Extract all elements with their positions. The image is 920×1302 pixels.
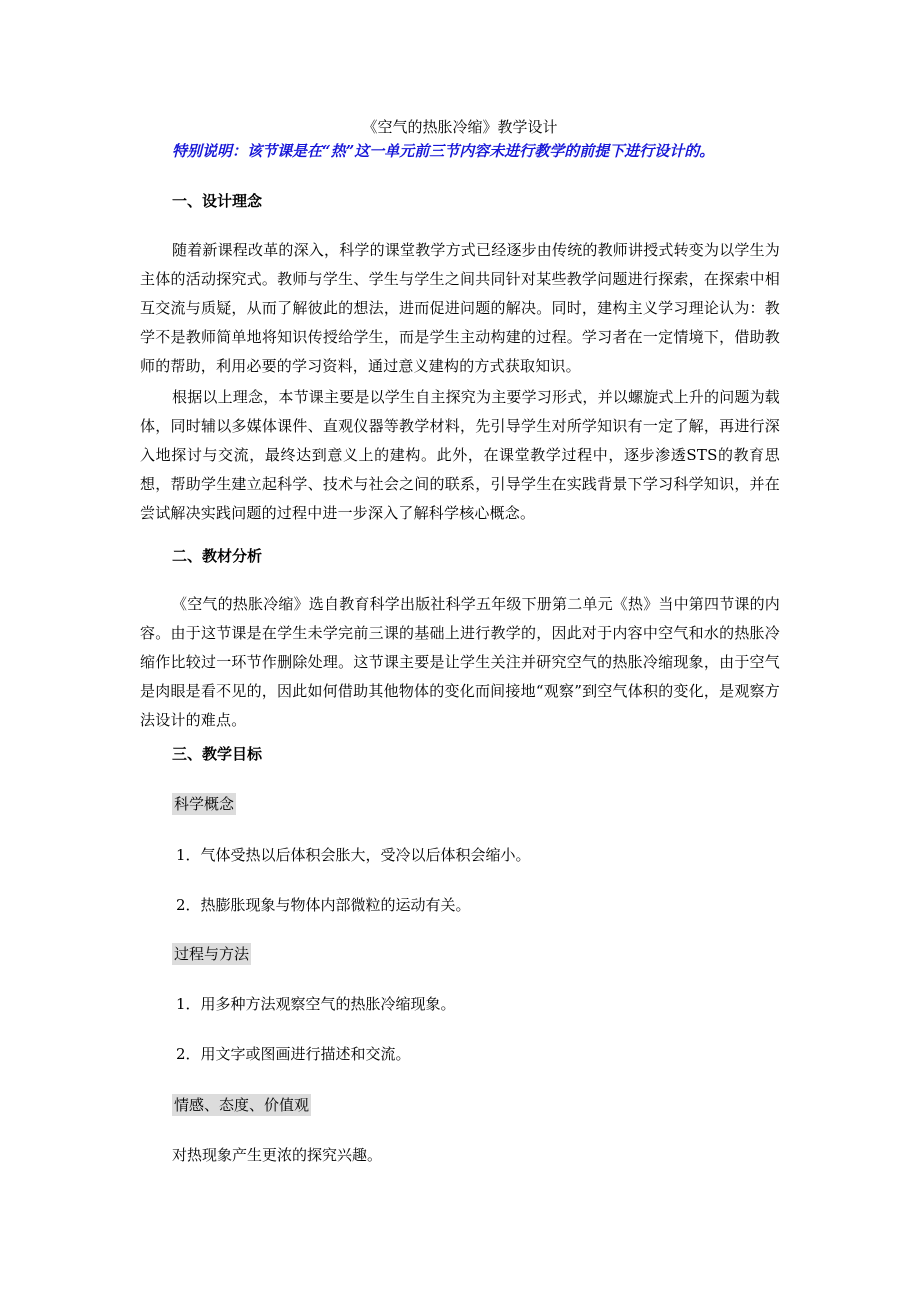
section-heading-teaching-goals: 三、教学目标 bbox=[172, 745, 263, 763]
section-heading-design-concept: 一、设计理念 bbox=[172, 192, 263, 210]
goal-group-label-attitudes-values: 情感、态度、价值观 bbox=[174, 1096, 310, 1114]
goal-item: 1．气体受热以后体积会胀大，受冷以后体积会缩小。 bbox=[176, 846, 531, 864]
paragraph-design-concept-1: 随着新课程改革的深入，科学的课堂教学方式已经逐步由传统的教师讲授式转变为以学生为主体的活动探究式。教师与学生、学生与学生之间共同针对某些教学问题进行探索，在探索中相互交流与质疑，从而了解彼此的想法，进而促进问题的解决。同时，建构主义学习理论认为：教学不是教师简单地将知识传授给学生，而是学生主动构建的过程。学习者在一定情境下，借助教师的帮助，利用必要的学习资料，通过意义建构的方式获取知识。 bbox=[140, 241, 781, 375]
goal-item: 2．热膨胀现象与物体内部微粒的运动有关。 bbox=[176, 896, 471, 914]
goal-item: 2．用文字或图画进行描述和交流。 bbox=[176, 1045, 411, 1063]
paragraph-textbook-analysis: 《空气的热胀冷缩》选自教育科学出版社科学五年级下册第二单元《热》当中第四节课的内容。由于这节课是在学生未学完前三课的基础上进行教学的，因此对于内容中空气和水的热胀冷缩作比较过一环节作删除处理。这节课主要是让学生关注并研究空气的热胀冷缩现象，由于空气是肉眼是看不见的，因此如何借助其他物体的变化而间接地“观察”到空气体积的变化，是观察方法设计的难点。 bbox=[140, 595, 781, 729]
document-title: 《空气的热胀冷缩》教学设计 bbox=[362, 118, 558, 136]
section-heading-textbook-analysis: 二、教材分析 bbox=[172, 547, 263, 565]
goal-text: 对热现象产生更浓的探究兴趣。 bbox=[172, 1146, 383, 1164]
paragraph-design-concept-2: 根据以上理念，本节课主要是以学生自主探究为主要学习形式，并以螺旋式上升的问题为载体，同时辅以多媒体课件、直观仪器等教学材料，先引导学生对所学知识有一定了解，再进行深入地探讨与交流，最终达到意义上的建构。此外，在课堂教学过程中，逐步渗透STS的教育思想，帮助学生建立起科学、技术与社会之间的联系，引导学生在实践背景下学习科学知识，并在尝试解决实践问题的过程中进一步深入了解科学核心概念。 bbox=[140, 388, 781, 522]
goal-group-label-process-methods: 过程与方法 bbox=[174, 945, 250, 963]
goal-item: 1．用多种方法观察空气的热胀冷缩现象。 bbox=[176, 995, 456, 1013]
goal-group-label-science-concepts: 科学概念 bbox=[174, 795, 235, 813]
special-note: 特别说明：该节课是在“热”这一单元前三节内容未进行教学的前提下进行设计的。 bbox=[172, 142, 715, 160]
